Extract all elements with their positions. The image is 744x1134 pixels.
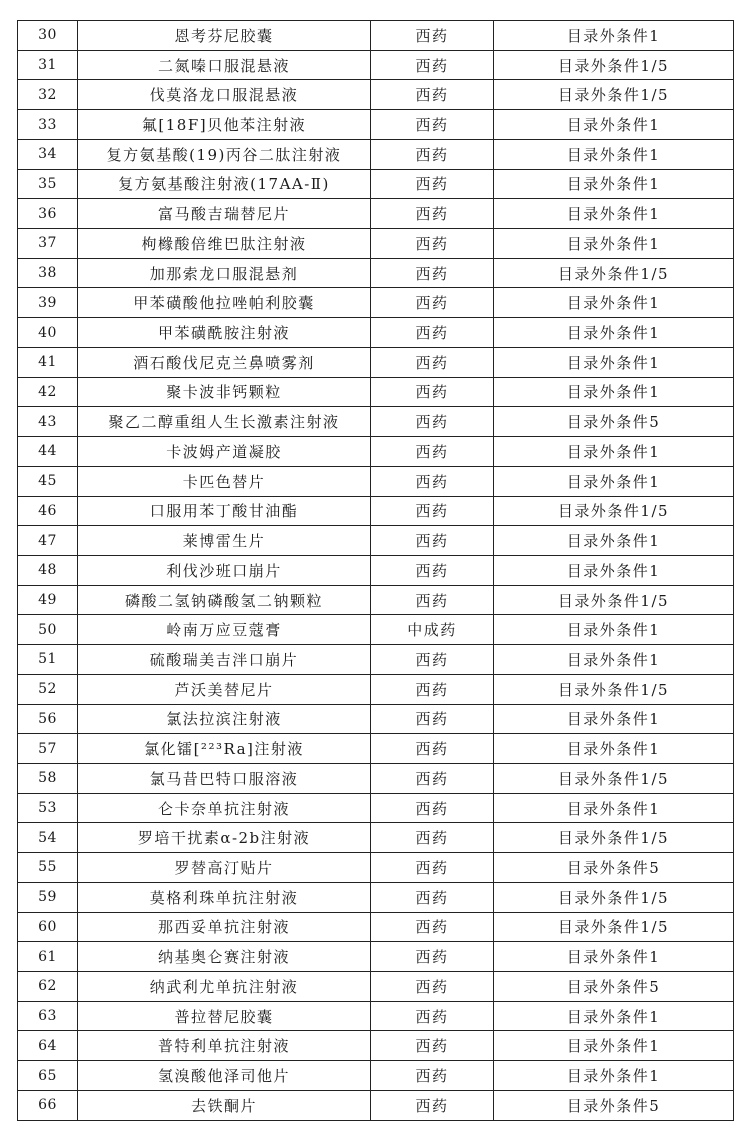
row-number-cell: 44 — [18, 437, 78, 467]
row-number-cell: 53 — [18, 793, 78, 823]
drug-category-cell: 西药 — [371, 704, 494, 734]
row-number-cell: 66 — [18, 1090, 78, 1120]
drug-category-cell: 西药 — [371, 50, 494, 80]
drug-name-cell: 卡波姆产道凝胶 — [78, 437, 371, 467]
drug-name-cell: 利伐沙班口崩片 — [78, 555, 371, 585]
table-row — [18, 377, 734, 407]
row-number-cell: 47 — [18, 526, 78, 556]
drug-name-cell: 甲苯磺酰胺注射液 — [78, 318, 371, 348]
row-number-cell: 65 — [18, 1061, 78, 1091]
condition-cell: 目录外条件1 — [494, 704, 734, 734]
condition-cell: 目录外条件1 — [494, 21, 734, 51]
row-number-cell: 50 — [18, 615, 78, 645]
drug-name-cell: 去铁酮片 — [78, 1090, 371, 1120]
drug-name-cell: 氯法拉滨注射液 — [78, 704, 371, 734]
drug-category-cell: 西药 — [371, 585, 494, 615]
condition-cell: 目录外条件1 — [494, 942, 734, 972]
row-number-cell: 34 — [18, 139, 78, 169]
row-number-cell: 57 — [18, 734, 78, 764]
condition-cell: 目录外条件1 — [494, 377, 734, 407]
condition-cell: 目录外条件1/5 — [494, 912, 734, 942]
table-row — [18, 139, 734, 169]
drug-name-cell: 普特利单抗注射液 — [78, 1031, 371, 1061]
row-number-cell: 41 — [18, 347, 78, 377]
row-number-cell: 59 — [18, 882, 78, 912]
row-number-cell: 36 — [18, 199, 78, 229]
row-number-cell: 62 — [18, 972, 78, 1002]
drug-name-cell: 莫格利珠单抗注射液 — [78, 882, 371, 912]
table-row — [18, 1090, 734, 1120]
drug-category-cell: 西药 — [371, 169, 494, 199]
row-number-cell: 55 — [18, 853, 78, 883]
drug-category-cell: 西药 — [371, 1061, 494, 1091]
drug-name-cell: 硫酸瑞美吉泮口崩片 — [78, 645, 371, 675]
table-row — [18, 704, 734, 734]
drug-category-cell: 西药 — [371, 793, 494, 823]
condition-cell: 目录外条件1 — [494, 1001, 734, 1031]
condition-cell: 目录外条件1 — [494, 437, 734, 467]
table-row — [18, 763, 734, 793]
drug-category-cell: 中成药 — [371, 615, 494, 645]
drug-name-cell: 磷酸二氢钠磷酸氢二钠颗粒 — [78, 585, 371, 615]
condition-cell: 目录外条件1 — [494, 169, 734, 199]
drug-category-cell: 西药 — [371, 466, 494, 496]
condition-cell: 目录外条件5 — [494, 853, 734, 883]
drug-name-cell: 罗培干扰素α-2b注射液 — [78, 823, 371, 853]
condition-cell: 目录外条件1/5 — [494, 80, 734, 110]
drug-name-cell: 纳武利尤单抗注射液 — [78, 972, 371, 1002]
drug-category-cell: 西药 — [371, 942, 494, 972]
drug-name-cell: 富马酸吉瑞替尼片 — [78, 199, 371, 229]
row-number-cell: 45 — [18, 466, 78, 496]
condition-cell: 目录外条件1 — [494, 1061, 734, 1091]
row-number-cell: 42 — [18, 377, 78, 407]
drug-category-cell: 西药 — [371, 110, 494, 140]
drug-name-cell: 酒石酸伐尼克兰鼻喷雾剂 — [78, 347, 371, 377]
row-number-cell: 39 — [18, 288, 78, 318]
condition-cell: 目录外条件1 — [494, 288, 734, 318]
drug-category-cell: 西药 — [371, 347, 494, 377]
condition-cell: 目录外条件5 — [494, 972, 734, 1002]
condition-cell: 目录外条件1/5 — [494, 823, 734, 853]
condition-cell: 目录外条件1 — [494, 526, 734, 556]
table-row — [18, 50, 734, 80]
drug-category-cell: 西药 — [371, 1031, 494, 1061]
drug-category-cell: 西药 — [371, 912, 494, 942]
drug-list-table-wrapper — [17, 20, 729, 1121]
drug-category-cell: 西药 — [371, 318, 494, 348]
row-number-cell: 38 — [18, 258, 78, 288]
drug-category-cell: 西药 — [371, 139, 494, 169]
row-number-cell: 37 — [18, 229, 78, 259]
drug-name-cell: 聚卡波非钙颗粒 — [78, 377, 371, 407]
row-number-cell: 43 — [18, 407, 78, 437]
row-number-cell: 31 — [18, 50, 78, 80]
table-row — [18, 615, 734, 645]
table-row — [18, 288, 734, 318]
table-row — [18, 407, 734, 437]
condition-cell: 目录外条件1/5 — [494, 882, 734, 912]
row-number-cell: 32 — [18, 80, 78, 110]
condition-cell: 目录外条件1 — [494, 793, 734, 823]
table-row — [18, 258, 734, 288]
table-row — [18, 674, 734, 704]
drug-category-cell: 西药 — [371, 555, 494, 585]
condition-cell: 目录外条件5 — [494, 407, 734, 437]
drug-category-cell: 西药 — [371, 288, 494, 318]
condition-cell: 目录外条件1 — [494, 555, 734, 585]
drug-category-cell: 西药 — [371, 437, 494, 467]
row-number-cell: 54 — [18, 823, 78, 853]
condition-cell: 目录外条件1 — [494, 645, 734, 675]
drug-category-cell: 西药 — [371, 258, 494, 288]
drug-name-cell: 莱博雷生片 — [78, 526, 371, 556]
condition-cell: 目录外条件5 — [494, 1090, 734, 1120]
drug-category-cell: 西药 — [371, 823, 494, 853]
drug-category-cell: 西药 — [371, 407, 494, 437]
table-row — [18, 526, 734, 556]
table-row — [18, 555, 734, 585]
table-row — [18, 645, 734, 675]
condition-cell: 目录外条件1/5 — [494, 258, 734, 288]
condition-cell: 目录外条件1 — [494, 318, 734, 348]
table-row — [18, 1001, 734, 1031]
drug-name-cell: 罗替高汀贴片 — [78, 853, 371, 883]
table-row — [18, 912, 734, 942]
table-row — [18, 734, 734, 764]
drug-name-cell: 岭南万应豆蔻膏 — [78, 615, 371, 645]
row-number-cell: 58 — [18, 763, 78, 793]
drug-category-cell: 西药 — [371, 229, 494, 259]
drug-category-cell: 西药 — [371, 199, 494, 229]
drug-list-table-body — [18, 21, 734, 1121]
drug-category-cell: 西药 — [371, 80, 494, 110]
condition-cell: 目录外条件1/5 — [494, 674, 734, 704]
row-number-cell: 30 — [18, 21, 78, 51]
condition-cell: 目录外条件1/5 — [494, 585, 734, 615]
table-row — [18, 823, 734, 853]
table-row — [18, 942, 734, 972]
drug-name-cell: 甲苯磺酸他拉唑帕利胶囊 — [78, 288, 371, 318]
condition-cell: 目录外条件1 — [494, 466, 734, 496]
drug-name-cell: 复方氨基酸(19)丙谷二肽注射液 — [78, 139, 371, 169]
drug-name-cell: 卡匹色替片 — [78, 466, 371, 496]
table-row — [18, 853, 734, 883]
drug-name-cell: 那西妥单抗注射液 — [78, 912, 371, 942]
table-row — [18, 466, 734, 496]
table-row — [18, 110, 734, 140]
drug-name-cell: 伐莫洛龙口服混悬液 — [78, 80, 371, 110]
drug-category-cell: 西药 — [371, 1001, 494, 1031]
row-number-cell: 35 — [18, 169, 78, 199]
drug-name-cell: 复方氨基酸注射液(17AA-Ⅱ) — [78, 169, 371, 199]
row-number-cell: 63 — [18, 1001, 78, 1031]
table-row — [18, 21, 734, 51]
table-row — [18, 199, 734, 229]
drug-name-cell: 氯化镭[²²³Ra]注射液 — [78, 734, 371, 764]
table-row — [18, 1061, 734, 1091]
table-row — [18, 793, 734, 823]
drug-category-cell: 西药 — [371, 734, 494, 764]
drug-category-cell: 西药 — [371, 763, 494, 793]
drug-category-cell: 西药 — [371, 853, 494, 883]
drug-category-cell: 西药 — [371, 882, 494, 912]
row-number-cell: 46 — [18, 496, 78, 526]
condition-cell: 目录外条件1 — [494, 347, 734, 377]
drug-name-cell: 加那索龙口服混悬剂 — [78, 258, 371, 288]
table-row — [18, 347, 734, 377]
table-row — [18, 1031, 734, 1061]
condition-cell: 目录外条件1/5 — [494, 763, 734, 793]
condition-cell: 目录外条件1 — [494, 139, 734, 169]
table-row — [18, 437, 734, 467]
table-row — [18, 496, 734, 526]
drug-name-cell: 纳基奥仑赛注射液 — [78, 942, 371, 972]
condition-cell: 目录外条件1 — [494, 199, 734, 229]
drug-name-cell: 恩考芬尼胶囊 — [78, 21, 371, 51]
row-number-cell: 48 — [18, 555, 78, 585]
condition-cell: 目录外条件1 — [494, 229, 734, 259]
row-number-cell: 56 — [18, 704, 78, 734]
condition-cell: 目录外条件1/5 — [494, 50, 734, 80]
row-number-cell: 60 — [18, 912, 78, 942]
drug-name-cell: 普拉替尼胶囊 — [78, 1001, 371, 1031]
drug-category-cell: 西药 — [371, 972, 494, 1002]
row-number-cell: 40 — [18, 318, 78, 348]
row-number-cell: 51 — [18, 645, 78, 675]
table-row — [18, 972, 734, 1002]
row-number-cell: 52 — [18, 674, 78, 704]
drug-name-cell: 氯马昔巴特口服溶液 — [78, 763, 371, 793]
drug-name-cell: 芦沃美替尼片 — [78, 674, 371, 704]
condition-cell: 目录外条件1/5 — [494, 496, 734, 526]
drug-name-cell: 口服用苯丁酸甘油酯 — [78, 496, 371, 526]
table-row — [18, 169, 734, 199]
row-number-cell: 49 — [18, 585, 78, 615]
drug-category-cell: 西药 — [371, 21, 494, 51]
row-number-cell: 64 — [18, 1031, 78, 1061]
drug-name-cell: 仑卡奈单抗注射液 — [78, 793, 371, 823]
condition-cell: 目录外条件1 — [494, 615, 734, 645]
drug-name-cell: 枸橼酸倍维巴肽注射液 — [78, 229, 371, 259]
row-number-cell: 33 — [18, 110, 78, 140]
table-row — [18, 882, 734, 912]
table-row — [18, 585, 734, 615]
drug-name-cell: 聚乙二醇重组人生长激素注射液 — [78, 407, 371, 437]
condition-cell: 目录外条件1 — [494, 1031, 734, 1061]
table-row — [18, 80, 734, 110]
drug-category-cell: 西药 — [371, 377, 494, 407]
table-row — [18, 229, 734, 259]
row-number-cell: 61 — [18, 942, 78, 972]
drug-category-cell: 西药 — [371, 1090, 494, 1120]
drug-list-table — [17, 20, 734, 1121]
drug-name-cell: 氢溴酸他泽司他片 — [78, 1061, 371, 1091]
drug-name-cell: 氟[18F]贝他苯注射液 — [78, 110, 371, 140]
drug-category-cell: 西药 — [371, 496, 494, 526]
drug-name-cell: 二氮嗪口服混悬液 — [78, 50, 371, 80]
condition-cell: 目录外条件1 — [494, 734, 734, 764]
table-row — [18, 318, 734, 348]
drug-category-cell: 西药 — [371, 526, 494, 556]
drug-category-cell: 西药 — [371, 645, 494, 675]
drug-category-cell: 西药 — [371, 674, 494, 704]
condition-cell: 目录外条件1 — [494, 110, 734, 140]
